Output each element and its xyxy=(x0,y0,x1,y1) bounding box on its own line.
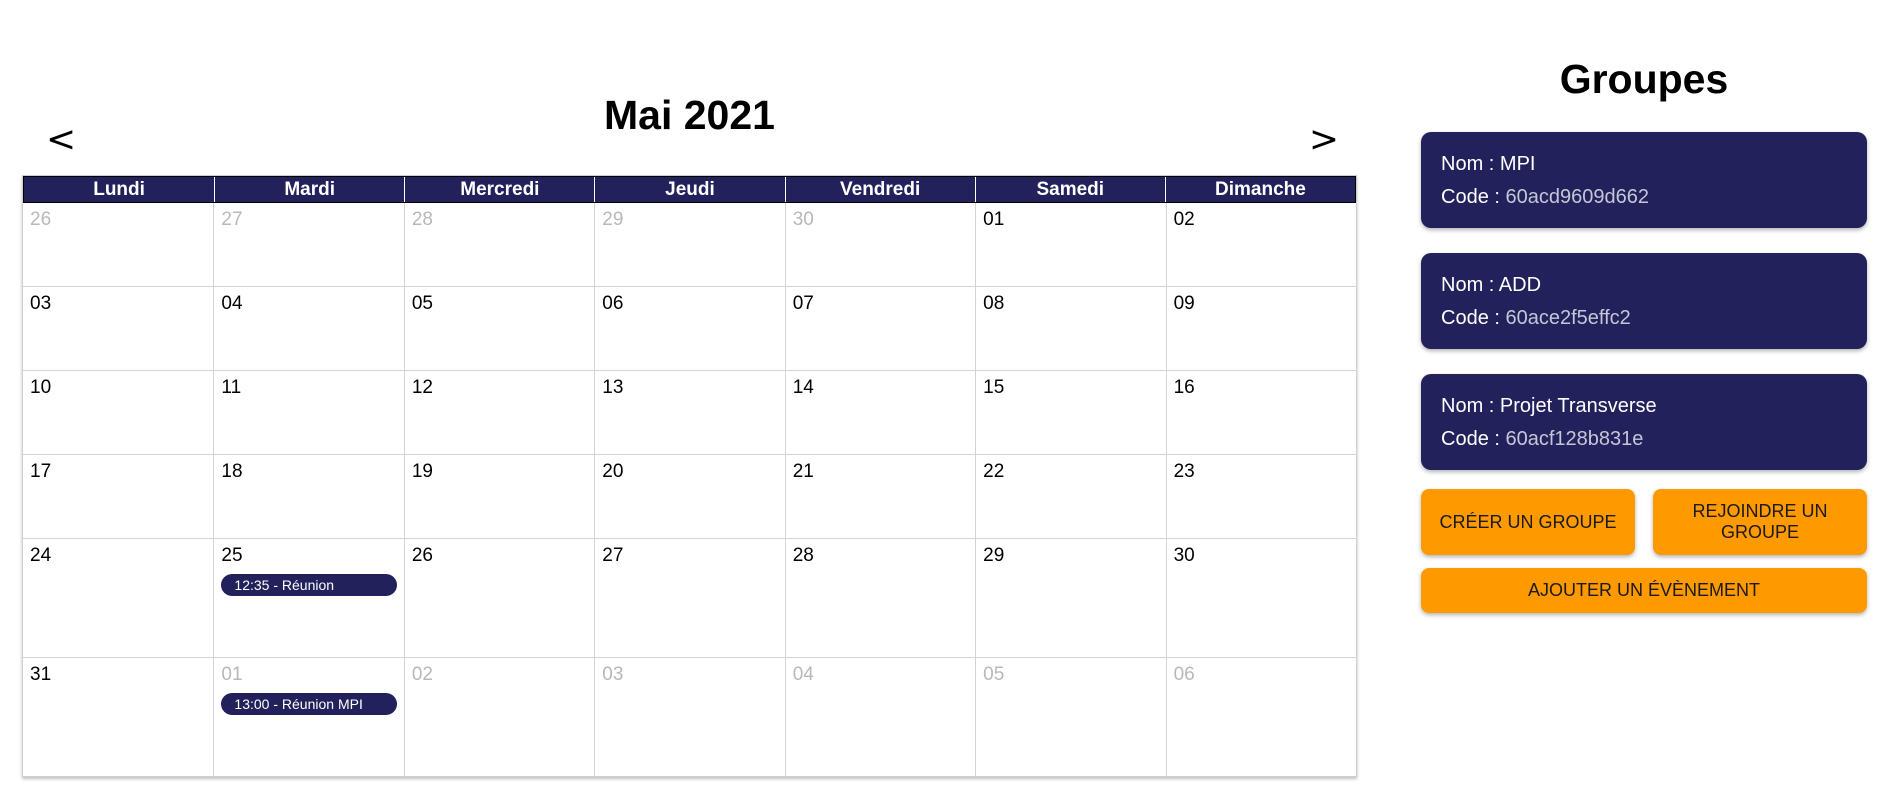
day-cell[interactable] xyxy=(785,539,975,657)
calendar-week-row xyxy=(23,370,1356,454)
next-month-button[interactable]: > xyxy=(1303,118,1345,162)
group-code-line xyxy=(1441,423,1847,456)
day-cell[interactable] xyxy=(213,287,403,370)
calendar-week-row xyxy=(23,657,1356,776)
day-number: 03 xyxy=(30,293,52,314)
day-number: 01 xyxy=(221,664,243,685)
group-code-label: Code : xyxy=(1441,428,1506,450)
day-number: 05 xyxy=(411,293,433,314)
group-code-line xyxy=(1441,302,1847,335)
day-number: 27 xyxy=(602,545,624,566)
group-card[interactable] xyxy=(1421,253,1867,349)
add-event-button[interactable]: AJOUTER UN ÉVÈNEMENT xyxy=(1421,568,1867,613)
group-name-value: MPI xyxy=(1499,153,1536,175)
day-cell[interactable] xyxy=(594,539,784,657)
day-number: 16 xyxy=(1173,377,1195,398)
day-cell[interactable] xyxy=(404,371,594,454)
calendar xyxy=(22,88,1357,777)
weekday-header: Mardi xyxy=(214,177,404,202)
day-number: 10 xyxy=(30,377,52,398)
day-number: 28 xyxy=(792,545,814,566)
calendar-week-row xyxy=(23,538,1356,657)
day-number: 19 xyxy=(411,461,433,482)
day-number: 06 xyxy=(602,293,624,314)
day-number: 02 xyxy=(411,664,433,685)
day-cell[interactable] xyxy=(975,371,1165,454)
calendar-week-row xyxy=(23,454,1356,538)
day-cell[interactable] xyxy=(23,287,213,370)
day-number: 22 xyxy=(983,461,1005,482)
day-number: 30 xyxy=(1173,545,1195,566)
day-cell[interactable] xyxy=(594,658,784,776)
day-number: 14 xyxy=(792,377,814,398)
day-cell[interactable] xyxy=(213,539,403,657)
group-name-line xyxy=(1441,390,1847,423)
weekday-header: Dimanche xyxy=(1165,177,1355,202)
day-cell[interactable] xyxy=(404,455,594,538)
weekday-header-row xyxy=(23,176,1356,203)
groups-panel xyxy=(1421,50,1867,613)
day-number: 25 xyxy=(221,545,243,566)
day-cell[interactable] xyxy=(404,658,594,776)
day-number: 07 xyxy=(792,293,814,314)
day-cell[interactable] xyxy=(975,455,1165,538)
day-cell[interactable] xyxy=(594,203,784,286)
group-code-label: Code : xyxy=(1441,307,1506,329)
day-number: 08 xyxy=(983,293,1005,314)
day-cell[interactable] xyxy=(404,287,594,370)
day-cell[interactable] xyxy=(785,371,975,454)
group-card[interactable] xyxy=(1421,374,1867,470)
group-code-value: 60ace2f5effc2 xyxy=(1505,307,1631,329)
day-cell[interactable] xyxy=(404,203,594,286)
day-cell[interactable] xyxy=(1166,371,1356,454)
group-name-value: ADD xyxy=(1498,274,1542,296)
day-cell[interactable] xyxy=(1166,203,1356,286)
day-cell[interactable] xyxy=(23,203,213,286)
day-cell[interactable] xyxy=(594,287,784,370)
day-cell[interactable] xyxy=(785,203,975,286)
calendar-weeks xyxy=(23,203,1356,776)
day-cell[interactable] xyxy=(1166,658,1356,776)
day-number: 29 xyxy=(983,545,1005,566)
weekday-header: Jeudi xyxy=(594,177,784,202)
day-cell[interactable] xyxy=(213,658,403,776)
day-number: 06 xyxy=(1173,664,1195,685)
day-number: 03 xyxy=(602,664,624,685)
day-cell[interactable] xyxy=(1166,455,1356,538)
day-cell[interactable] xyxy=(1166,287,1356,370)
day-cell[interactable] xyxy=(23,539,213,657)
calendar-week-row xyxy=(23,203,1356,286)
weekday-header: Lundi xyxy=(93,179,145,200)
day-number: 12 xyxy=(411,377,433,398)
day-cell[interactable] xyxy=(785,658,975,776)
group-list xyxy=(1421,132,1867,470)
day-number: 17 xyxy=(30,461,52,482)
event-pill[interactable]: 13:00 - Réunion MPI xyxy=(221,693,396,715)
day-number: 09 xyxy=(1173,293,1195,314)
day-number: 05 xyxy=(983,664,1005,685)
group-code-line xyxy=(1441,181,1847,214)
group-name-line xyxy=(1441,269,1847,302)
weekday-header: Mercredi xyxy=(404,177,594,202)
day-number: 28 xyxy=(411,209,433,230)
day-cell[interactable] xyxy=(404,539,594,657)
day-number: 04 xyxy=(792,664,814,685)
day-cell[interactable] xyxy=(975,287,1165,370)
group-name-label: Nom : xyxy=(1441,274,1499,296)
day-number: 26 xyxy=(411,545,433,566)
day-number: 02 xyxy=(1173,209,1195,230)
calendar-grid xyxy=(22,175,1357,777)
prev-month-button[interactable]: < xyxy=(40,118,82,162)
day-number: 13 xyxy=(602,377,624,398)
day-number: 11 xyxy=(221,377,242,398)
month-title: Mai 2021 xyxy=(604,92,775,138)
day-cell[interactable] xyxy=(213,203,403,286)
day-cell[interactable] xyxy=(785,455,975,538)
day-cell[interactable] xyxy=(23,455,213,538)
day-number: 26 xyxy=(30,209,52,230)
day-cell[interactable] xyxy=(594,371,784,454)
day-number: 29 xyxy=(602,209,624,230)
day-number: 15 xyxy=(983,377,1005,398)
day-number: 04 xyxy=(221,293,243,314)
day-number: 18 xyxy=(221,461,243,482)
day-cell[interactable] xyxy=(975,658,1165,776)
group-code-label: Code : xyxy=(1441,186,1506,208)
day-number: 21 xyxy=(792,461,814,482)
day-cell[interactable] xyxy=(785,287,975,370)
groups-title: Groupes xyxy=(1559,56,1729,102)
day-cell[interactable] xyxy=(1166,539,1356,657)
day-cell[interactable] xyxy=(975,539,1165,657)
day-cell[interactable] xyxy=(23,371,213,454)
join-group-button[interactable]: REJOINDRE UN GROUPE xyxy=(1653,489,1867,555)
day-number: 23 xyxy=(1173,461,1195,482)
day-cell[interactable] xyxy=(213,371,403,454)
group-actions xyxy=(1421,489,1867,555)
day-cell[interactable] xyxy=(975,203,1165,286)
group-name-value: Projet Transverse xyxy=(1499,395,1657,417)
day-cell[interactable] xyxy=(213,455,403,538)
group-name-label: Nom : xyxy=(1441,153,1500,175)
weekday-header: Samedi xyxy=(975,177,1165,202)
day-number: 31 xyxy=(30,664,52,685)
day-number: 24 xyxy=(30,545,52,566)
calendar-header xyxy=(22,88,1357,175)
weekday-header: Vendredi xyxy=(785,177,975,202)
day-number: 01 xyxy=(983,209,1005,230)
day-cell[interactable] xyxy=(23,658,213,776)
day-number: 30 xyxy=(792,209,814,230)
group-code-value: 60acd9609d662 xyxy=(1505,186,1649,208)
calendar-week-row xyxy=(23,286,1356,370)
create-group-button[interactable]: CRÉER UN GROUPE xyxy=(1421,489,1635,555)
day-number: 27 xyxy=(221,209,243,230)
group-card[interactable] xyxy=(1421,132,1867,228)
day-number: 20 xyxy=(602,461,624,482)
group-code-value: 60acf128b831e xyxy=(1505,428,1644,450)
day-cell[interactable] xyxy=(594,455,784,538)
group-name-label: Nom : xyxy=(1441,395,1500,417)
group-name-line xyxy=(1441,148,1847,181)
event-pill[interactable]: 12:35 - Réunion xyxy=(221,574,396,596)
